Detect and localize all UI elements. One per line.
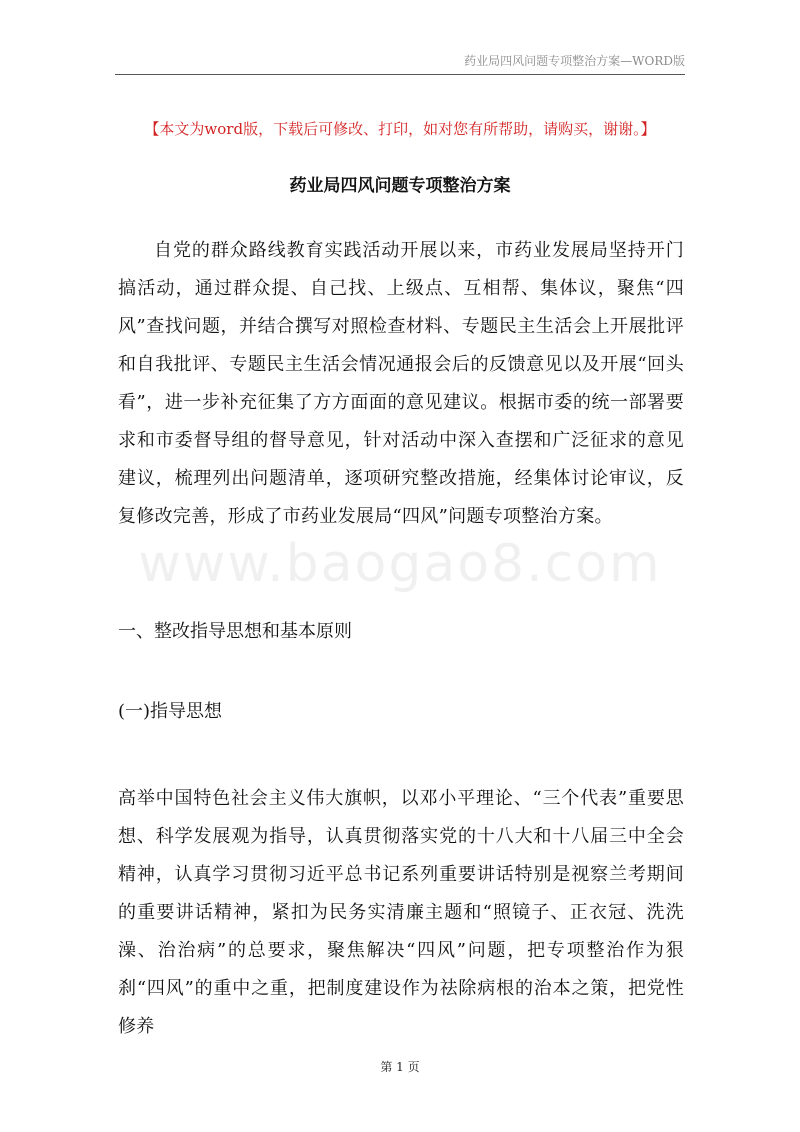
page-header xyxy=(115,52,685,75)
watermark: www.baogao8.com xyxy=(138,534,662,594)
intro-paragraph: 自党的群众路线教育实践活动开展以来，市药业发展局坚持开门搞活动，通过群众提、自己找、上级点、互相帮、集体议，聚焦“四风”查找问题，并结合撰写对照检查材料、专题民主生活会上开展批评和自我批评、专题民主生活会情况通报会后的反馈意见以及开展“回头看”，进一步补充征集了方方面面的意见建议。根据市委的统一部署要求和市委督导组的督导意见，针对活动中深入查摆和广泛征求的意见建议，梳理列出问题清单，逐项研究整改措施，经集体讨论审议，反复修改完善，形成了市药业发展局“四风”问题专项整治方案。 xyxy=(118,240,684,527)
document-title: 药业局四风问题专项整治方案 xyxy=(289,176,511,196)
purchase-notice: 【本文为word版，下载后可修改、打印，如对您有所帮助，请购买，谢谢。】 xyxy=(144,120,656,138)
section-heading-1: 一、整改指导思想和基本原则 xyxy=(118,621,352,642)
subsection-heading-guiding-ideology: (一)指导思想 xyxy=(118,701,223,722)
running-title: 药业局四风问题专项整治方案—WORD版 xyxy=(464,54,685,68)
guiding-ideology-paragraph: 高举中国特色社会主义伟大旗帜，以邓小平理论、“三个代表”重要思想、科学发展观为指导，认真贯彻落实党的十八大和十八届三中全会精神，认真学习贯彻习近平总书记系列重要讲话特别是视察兰考期间的重要讲话精神，紧扣为民务实清廉主题和“照镜子、正衣冠、洗洗澡、治治病”的总要求，聚焦解决“四风”问题，把专项整治作为狠刹“四风”的重中之重，把制度建设作为祛除病根的治本之策，把党性修养 xyxy=(118,788,684,1037)
page-number: 第 1 页 xyxy=(380,1060,420,1074)
